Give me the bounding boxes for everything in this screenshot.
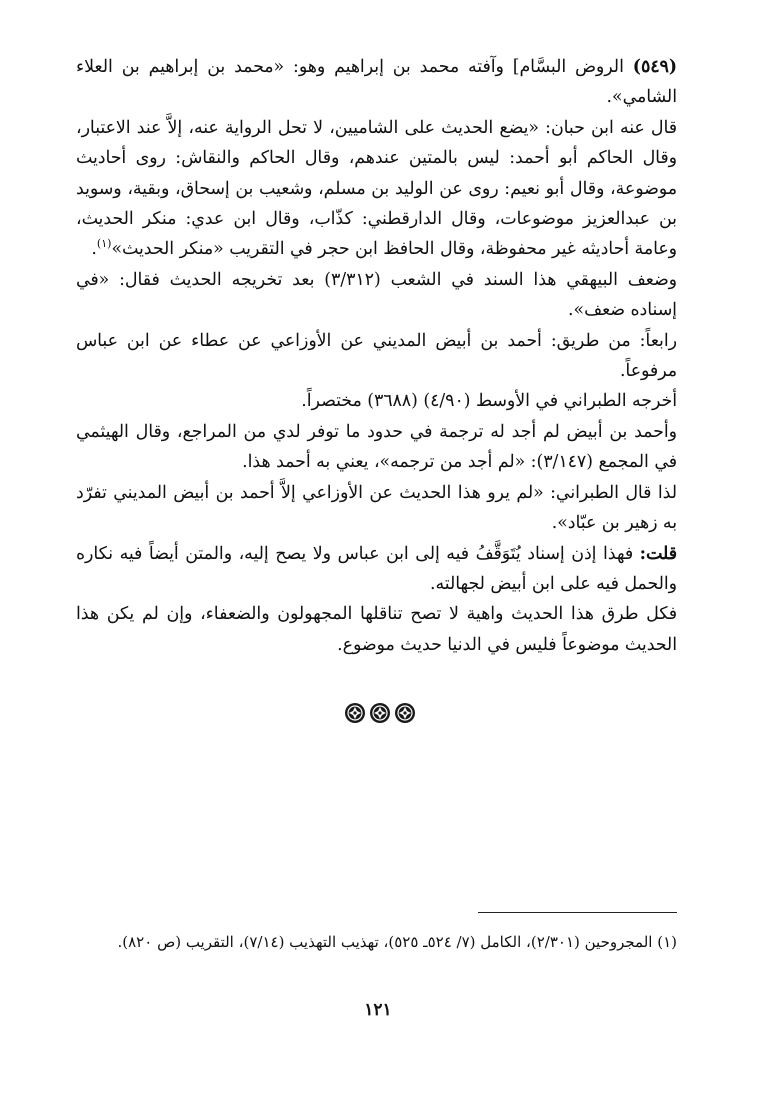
paragraph-1: (٥٤٩) الروض البسَّام] وآفته محمد بن إبراهيم وهو: «محمد بن إبراهيم بن العلاء الشامي».	[76, 57, 677, 108]
main-text	[76, 52, 677, 660]
footnote-ref: (١)	[96, 237, 112, 251]
paragraph-7: لذا قال الطبراني: «لم يرو هذا الحديث عن الأوزاعي إلاَّ أحمد بن أبيض المديني تفرّد به زهير بن عبّاد».	[76, 482, 677, 534]
paragraph-4: رابعاً: من طريق: أحمد بن أبيض المديني عن الأوزاعي عن عطاء عن ابن عباس مرفوعاً.	[76, 330, 677, 382]
footnote-divider	[478, 912, 677, 913]
qultu-label: قلت:	[639, 543, 677, 564]
floral-ornament-icon	[344, 702, 366, 724]
paragraph-6: وأحمد بن أبيض لم أجد له ترجمة في حدود ما توفر لدي من المراجع، وقال الهيثمي في المجمع (٣/١٤٧): «لم أجد من ترجمه»، يعني به أحمد هذا.	[76, 421, 677, 473]
footnote-text: (١) المجروحين (٢/٣٠١)، الكامل (٧/ ٥٢٤ـ ٥٢٥)، تهذيب التهذيب (٧/١٤)، التقريب (ص ٨٢٠).	[117, 933, 677, 951]
floral-ornament-icon	[369, 702, 391, 724]
footnote	[76, 926, 677, 958]
entry-number: (٥٤٩)	[632, 57, 677, 77]
paragraph-5: أخرجه الطبراني في الأوسط (٤/٩٠) (٣٦٨٨) مختصراً.	[301, 391, 677, 412]
page-number: ١٢١	[364, 1000, 392, 1020]
paragraph-2: قال عنه ابن حبان: «يضع الحديث على الشاميين، لا تحل الرواية عنه، إلاَّ عند الاعتبار، وقال الحاكم أبو أحمد: ليس بالمتين عندهم، وقال الحاكم والنقاش: روى أحاديث موضوعة، وقال أبو نعيم: روى عن الوليد بن مسلم، وشعيب بن إسحاق، وبقية، وسويد بن عبدالعزيز موضوعات، وقال الدارقطني: كذّاب، وقال ابن عدي: منكر الحديث، وعامة أحاديثه غير محفوظة، وقال الحافظ ابن حجر في التقريب «منكر الحديث»$^{(١)}$.	[76, 117, 677, 260]
paragraph-3: وضعف البيهقي هذا السند في الشعب (٣/٣١٢) بعد تخريجه الحديث فقال: «في إسناده ضعف».	[76, 269, 677, 321]
paragraph-8: قلت: فهذا إذن إسناد يُتَوَقَّفُ فيه إلى ابن عباس ولا يصح إليه، والمتن أيضاً فيه نكاره والحمل فيه على ابن أبيض لجهالته.	[76, 543, 677, 594]
floral-ornament-icon	[394, 702, 416, 724]
paragraph-9: فكل طرق هذا الحديث واهية لا تصح تناقلها المجهولون والضعفاء، وإن لم يكن هذا الحديث موضوعاً فليس في الدنيا حديث موضوع.	[76, 604, 677, 655]
section-ornament	[341, 702, 419, 726]
